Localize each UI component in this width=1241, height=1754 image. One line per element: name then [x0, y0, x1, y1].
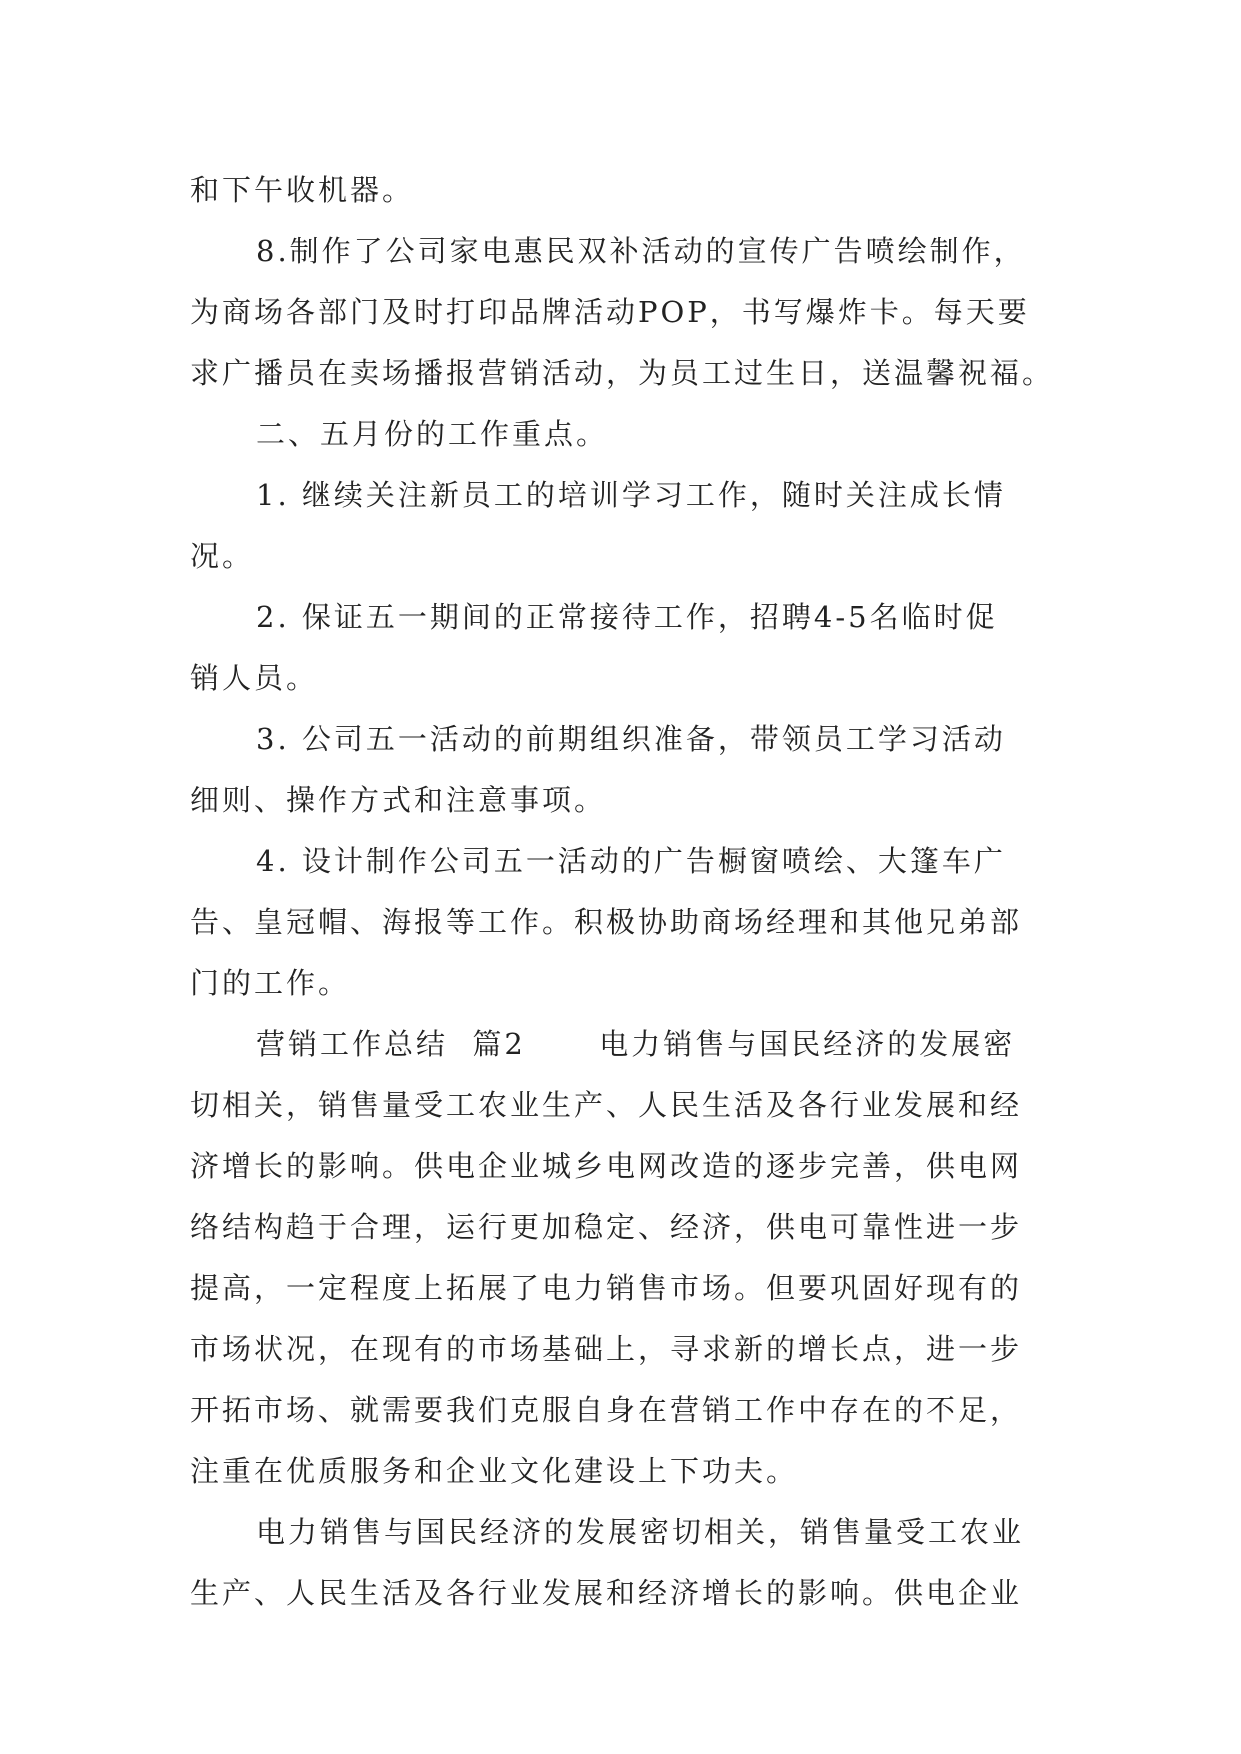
- section-heading: 二、五月份的工作重点。: [256, 417, 609, 451]
- text-line: 络结构趋于合理，运行更加稳定、经济，供电可靠性进一步: [190, 1210, 1023, 1244]
- text-line: 为商场各部门及时打印品牌活动POP，书写爆炸卡。每天要: [190, 295, 1030, 329]
- text-line: 注重在优质服务和企业文化建设上下功夫。: [190, 1454, 799, 1488]
- text-line: 切相关，销售量受工农业生产、人民生活及各行业发展和经: [190, 1088, 1023, 1122]
- text-line: 求广播员在卖场播报营销活动，为员工过生日，送温馨祝福。: [190, 356, 1055, 390]
- section-title-line: 营销工作总结 篇2 电力销售与国民经济的发展密: [256, 1027, 1016, 1061]
- text-line: 3. 公司五一活动的前期组织准备，带领员工学习活动: [256, 722, 1006, 756]
- text-line: 销人员。: [190, 661, 319, 695]
- text-line: 2. 保证五一期间的正常接待工作，招聘4-5名临时促: [256, 600, 998, 634]
- text-line: 告、皇冠帽、海报等工作。积极协助商场经理和其他兄弟部: [190, 905, 1023, 939]
- text-line: 和下午收机器。: [190, 173, 415, 207]
- text-line: 门的工作。: [190, 966, 351, 1000]
- text-line: 况。: [190, 539, 255, 573]
- document-body: [190, 160, 1060, 1624]
- text-line: 4. 设计制作公司五一活动的广告橱窗喷绘、大篷车广: [256, 844, 1006, 878]
- text-line: 市场状况，在现有的市场基础上，寻求新的增长点，进一步: [190, 1332, 1023, 1366]
- text-line: 细则、操作方式和注意事项。: [190, 783, 607, 817]
- text-line: 1. 继续关注新员工的培训学习工作，随时关注成长情: [256, 478, 1006, 512]
- text-line: 生产、人民生活及各行业发展和经济增长的影响。供电企业: [190, 1576, 1023, 1610]
- text-line: 电力销售与国民经济的发展密切相关，销售量受工农业: [256, 1515, 1025, 1549]
- text-line: 济增长的影响。供电企业城乡电网改造的逐步完善，供电网: [190, 1149, 1023, 1183]
- text-line: 8.制作了公司家电惠民双补活动的宣传广告喷绘制作，: [256, 234, 1026, 268]
- text-line: 提高，一定程度上拓展了电力销售市场。但要巩固好现有的: [190, 1271, 1023, 1305]
- text-line: 开拓市场、就需要我们克服自身在营销工作中存在的不足，: [190, 1393, 1023, 1427]
